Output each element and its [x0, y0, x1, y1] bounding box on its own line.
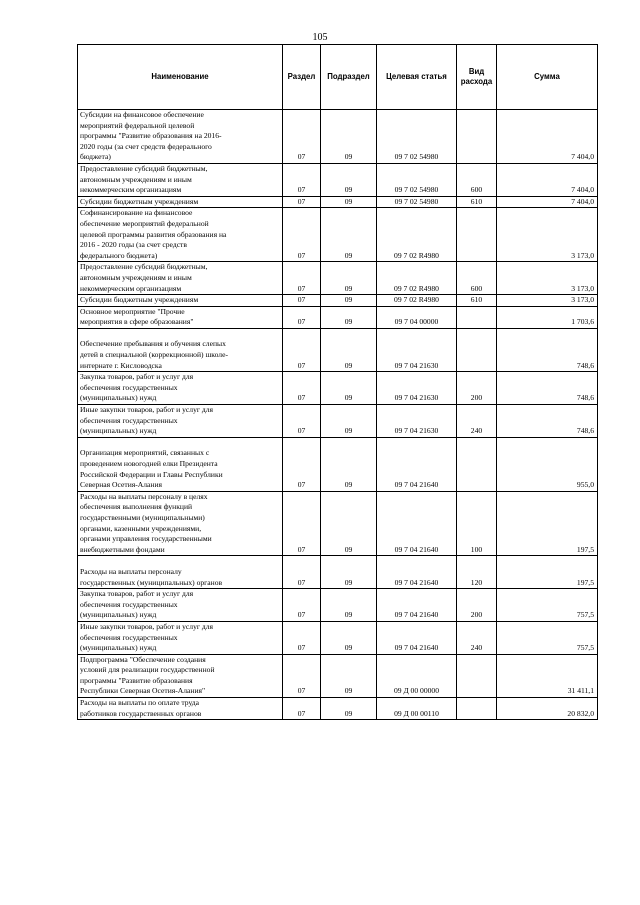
page-number: 105	[312, 32, 328, 43]
cell-sum: 748,6	[497, 328, 598, 371]
cell-vid: 120	[457, 556, 497, 589]
cell-name: Закупка товаров, работ и услуг для обеспечения государственных (муниципальных) нужд	[78, 372, 283, 405]
cell-razdel: 07	[283, 405, 321, 438]
cell-sum: 748,6	[497, 372, 598, 405]
cell-target: 09 7 02 R4980	[377, 295, 457, 307]
cell-name: Расходы на выплаты персоналу в целях обеспечения выполнения функций государственными (муниципальными) органами, казенными учреждениями, органами управления государственными внебюджетными фондами	[78, 491, 283, 556]
table-row	[78, 372, 598, 405]
cell-podrazdel: 09	[321, 654, 377, 697]
cell-sum: 3 173,0	[497, 208, 598, 262]
table-row	[78, 196, 598, 208]
cell-target: 09 7 04 21630	[377, 405, 457, 438]
cell-razdel: 07	[283, 491, 321, 556]
cell-vid	[457, 328, 497, 371]
cell-target: 09 7 02 R4980	[377, 208, 457, 262]
cell-sum: 31 411,1	[497, 654, 598, 697]
cell-vid	[457, 654, 497, 697]
cell-sum: 20 832,0	[497, 698, 598, 720]
cell-sum: 7 404,0	[497, 110, 598, 164]
cell-podrazdel: 09	[321, 208, 377, 262]
cell-name: Субсидии бюджетным учреждениям	[78, 196, 283, 208]
budget-table	[77, 44, 598, 720]
cell-name: Расходы на выплаты персоналу государственных (муниципальных) органов	[78, 556, 283, 589]
cell-razdel: 07	[283, 262, 321, 295]
cell-sum: 748,6	[497, 405, 598, 438]
cell-vid: 610	[457, 295, 497, 307]
cell-sum: 955,0	[497, 437, 598, 491]
cell-podrazdel: 09	[321, 621, 377, 654]
cell-target: 09 7 02 54980	[377, 110, 457, 164]
cell-target: 09 7 04 21640	[377, 621, 457, 654]
cell-podrazdel: 09	[321, 328, 377, 371]
table-row	[78, 621, 598, 654]
cell-name: Субсидии бюджетным учреждениям	[78, 295, 283, 307]
cell-name: Предоставление субсидий бюджетным, автономным учреждениям и иным некоммерческим организациям	[78, 262, 283, 295]
cell-target: 09 7 02 R4980	[377, 262, 457, 295]
cell-razdel: 07	[283, 698, 321, 720]
cell-name: Иные закупки товаров, работ и услуг для обеспечения государственных (муниципальных) нужд	[78, 405, 283, 438]
table-row	[78, 163, 598, 196]
cell-podrazdel: 09	[321, 295, 377, 307]
cell-podrazdel: 09	[321, 306, 377, 328]
table-row	[78, 437, 598, 491]
table-row	[78, 556, 598, 589]
cell-razdel: 07	[283, 328, 321, 371]
cell-target: 09 7 04 21640	[377, 491, 457, 556]
cell-podrazdel: 09	[321, 163, 377, 196]
cell-vid	[457, 110, 497, 164]
cell-podrazdel: 09	[321, 491, 377, 556]
table-row	[78, 110, 598, 164]
table-row	[78, 405, 598, 438]
header-sum: Сумма	[497, 45, 598, 110]
cell-razdel: 07	[283, 306, 321, 328]
cell-vid: 100	[457, 491, 497, 556]
cell-name: Основное мероприятие "Прочие мероприятия в сфере образования"	[78, 306, 283, 328]
table-row	[78, 328, 598, 371]
cell-name: Софинансирование на финансовое обеспечение мероприятий федеральной целевой программы развития образования на 2016 - 2020 годы (за счет средств федерального бюджета)	[78, 208, 283, 262]
table-row	[78, 654, 598, 697]
cell-target: 09 7 04 21640	[377, 556, 457, 589]
cell-sum: 757,5	[497, 589, 598, 622]
cell-podrazdel: 09	[321, 698, 377, 720]
table-row	[78, 295, 598, 307]
cell-target: 09 7 02 54980	[377, 196, 457, 208]
cell-sum: 197,5	[497, 491, 598, 556]
cell-target: 09 7 04 21630	[377, 372, 457, 405]
header-vid: Вид расхода	[457, 45, 497, 110]
cell-podrazdel: 09	[321, 196, 377, 208]
cell-vid	[457, 437, 497, 491]
cell-podrazdel: 09	[321, 372, 377, 405]
cell-vid: 200	[457, 589, 497, 622]
cell-sum: 3 173,0	[497, 295, 598, 307]
table-row	[78, 491, 598, 556]
cell-name: Субсидии на финансовое обеспечение мероприятий федеральной целевой программы "Развитие образования на 2016- 2020 годы (за счет средств федерального бюджета)	[78, 110, 283, 164]
cell-razdel: 07	[283, 295, 321, 307]
cell-vid: 600	[457, 262, 497, 295]
cell-target: 09 Д 00 00110	[377, 698, 457, 720]
header-name: Наименование	[78, 45, 283, 110]
cell-vid	[457, 208, 497, 262]
cell-razdel: 07	[283, 621, 321, 654]
cell-name: Закупка товаров, работ и услуг для обеспечения государственных (муниципальных) нужд	[78, 589, 283, 622]
header-target: Целевая статья	[377, 45, 457, 110]
cell-razdel: 07	[283, 208, 321, 262]
cell-podrazdel: 09	[321, 437, 377, 491]
cell-target: 09 Д 00 00000	[377, 654, 457, 697]
cell-razdel: 07	[283, 372, 321, 405]
cell-sum: 197,5	[497, 556, 598, 589]
cell-vid	[457, 698, 497, 720]
cell-vid: 200	[457, 372, 497, 405]
cell-vid: 240	[457, 621, 497, 654]
cell-name: Предоставление субсидий бюджетным, автономным учреждениям и иным некоммерческим организациям	[78, 163, 283, 196]
cell-name: Расходы на выплаты по оплате труда работников государственных органов	[78, 698, 283, 720]
cell-sum: 3 173,0	[497, 262, 598, 295]
cell-sum: 7 404,0	[497, 163, 598, 196]
cell-podrazdel: 09	[321, 110, 377, 164]
table-row	[78, 262, 598, 295]
cell-razdel: 07	[283, 654, 321, 697]
table-row	[78, 208, 598, 262]
cell-podrazdel: 09	[321, 589, 377, 622]
cell-target: 09 7 04 21630	[377, 328, 457, 371]
cell-razdel: 07	[283, 163, 321, 196]
cell-razdel: 07	[283, 556, 321, 589]
cell-vid	[457, 306, 497, 328]
cell-podrazdel: 09	[321, 556, 377, 589]
cell-razdel: 07	[283, 196, 321, 208]
cell-target: 09 7 02 54980	[377, 163, 457, 196]
table-row	[78, 306, 598, 328]
cell-name: Подпрограмма "Обеспечение создания условий для реализации государственной программы "Развитие образования Республики Северная Осетия-Алания"	[78, 654, 283, 697]
table-header-row	[78, 45, 598, 110]
cell-sum: 757,5	[497, 621, 598, 654]
cell-target: 09 7 04 00000	[377, 306, 457, 328]
cell-razdel: 07	[283, 437, 321, 491]
cell-vid: 240	[457, 405, 497, 438]
cell-vid: 610	[457, 196, 497, 208]
cell-sum: 7 404,0	[497, 196, 598, 208]
table-row	[78, 589, 598, 622]
cell-target: 09 7 04 21640	[377, 589, 457, 622]
cell-vid: 600	[457, 163, 497, 196]
cell-sum: 1 703,6	[497, 306, 598, 328]
cell-podrazdel: 09	[321, 262, 377, 295]
cell-name: Обеспечение пребывания и обучения слепых детей в специальной (коррекционной) школе- интернате г. Кисловодска	[78, 328, 283, 371]
cell-razdel: 07	[283, 110, 321, 164]
cell-name: Иные закупки товаров, работ и услуг для обеспечения государственных (муниципальных) нужд	[78, 621, 283, 654]
cell-razdel: 07	[283, 589, 321, 622]
header-razdel: Раздел	[283, 45, 321, 110]
table-row	[78, 698, 598, 720]
header-podrazdel: Подраздел	[321, 45, 377, 110]
cell-target: 09 7 04 21640	[377, 437, 457, 491]
cell-name: Организация мероприятий, связанных с проведением новогодней елки Президента Российской Федерации и Главы Республики Северная Осетия-Алания	[78, 437, 283, 491]
cell-podrazdel: 09	[321, 405, 377, 438]
